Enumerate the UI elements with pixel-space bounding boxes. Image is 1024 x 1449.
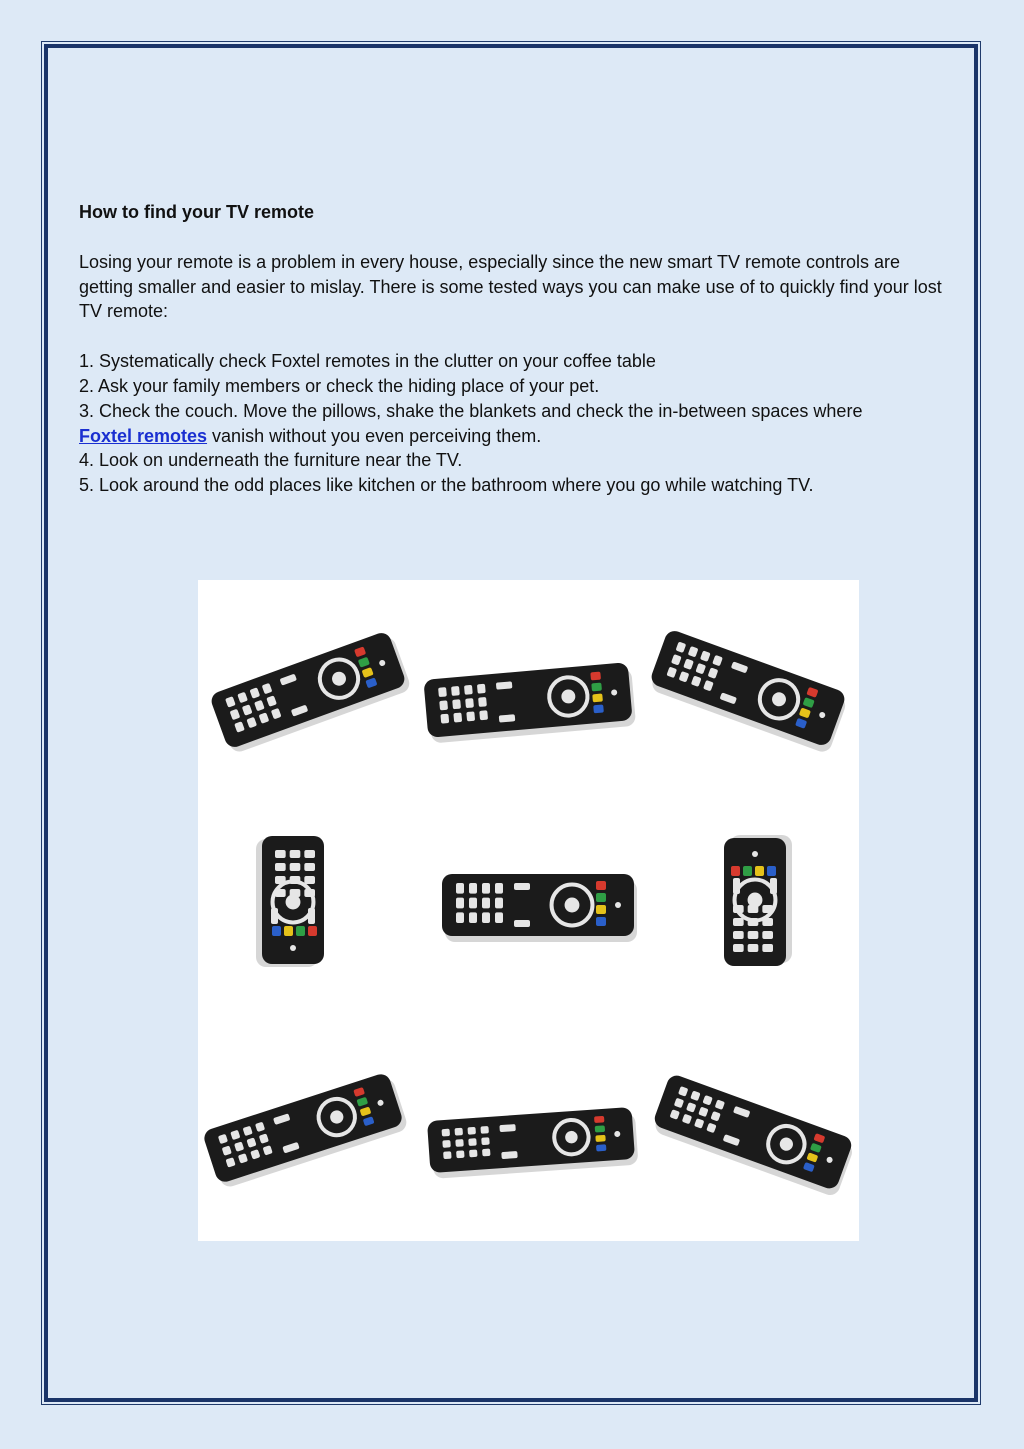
step-3-text-a: 3. Check the couch. Move the pillows, shake the blankets and check the in-between spaces where — [79, 400, 863, 421]
step-4: 4. Look on underneath the furniture near the TV. — [79, 450, 463, 471]
step-5: 5. Look around the odd places like kitchen or the bathroom where you go while watching TV. — [79, 475, 814, 496]
tv-remote-7 — [202, 1071, 409, 1190]
step-3 — [79, 399, 959, 449]
tv-remote-8 — [427, 1107, 639, 1179]
article-title: How to find your TV remote — [79, 202, 315, 222]
tv-remote-1 — [209, 629, 412, 755]
remotes-photo — [198, 580, 859, 1241]
intro-paragraph: Losing your remote is a problem in every house, especially since the new smart TV remote controls are getting smaller and easier to mislay. There is some tested ways you can make use of to quickly find your lost TV remote: — [79, 251, 942, 322]
tv-remote-2 — [423, 662, 636, 744]
article-body — [79, 200, 959, 498]
tv-remote-3 — [647, 628, 850, 754]
step-1: 1. Systematically check Foxtel remotes in the clutter on your coffee table — [79, 351, 656, 372]
steps-list — [79, 349, 959, 498]
tv-remote-6 — [724, 835, 792, 966]
tv-remote-9 — [650, 1073, 857, 1198]
foxtel-remotes-link[interactable]: Foxtel remotes — [79, 425, 208, 446]
step-3-text-b: vanish without you even perceiving them. — [207, 425, 542, 446]
remotes-illustration — [198, 580, 859, 1241]
tv-remote-4 — [256, 836, 324, 967]
tv-remote-5 — [442, 874, 637, 942]
step-2: 2. Ask your family members or check the hiding place of your pet. — [79, 375, 600, 396]
